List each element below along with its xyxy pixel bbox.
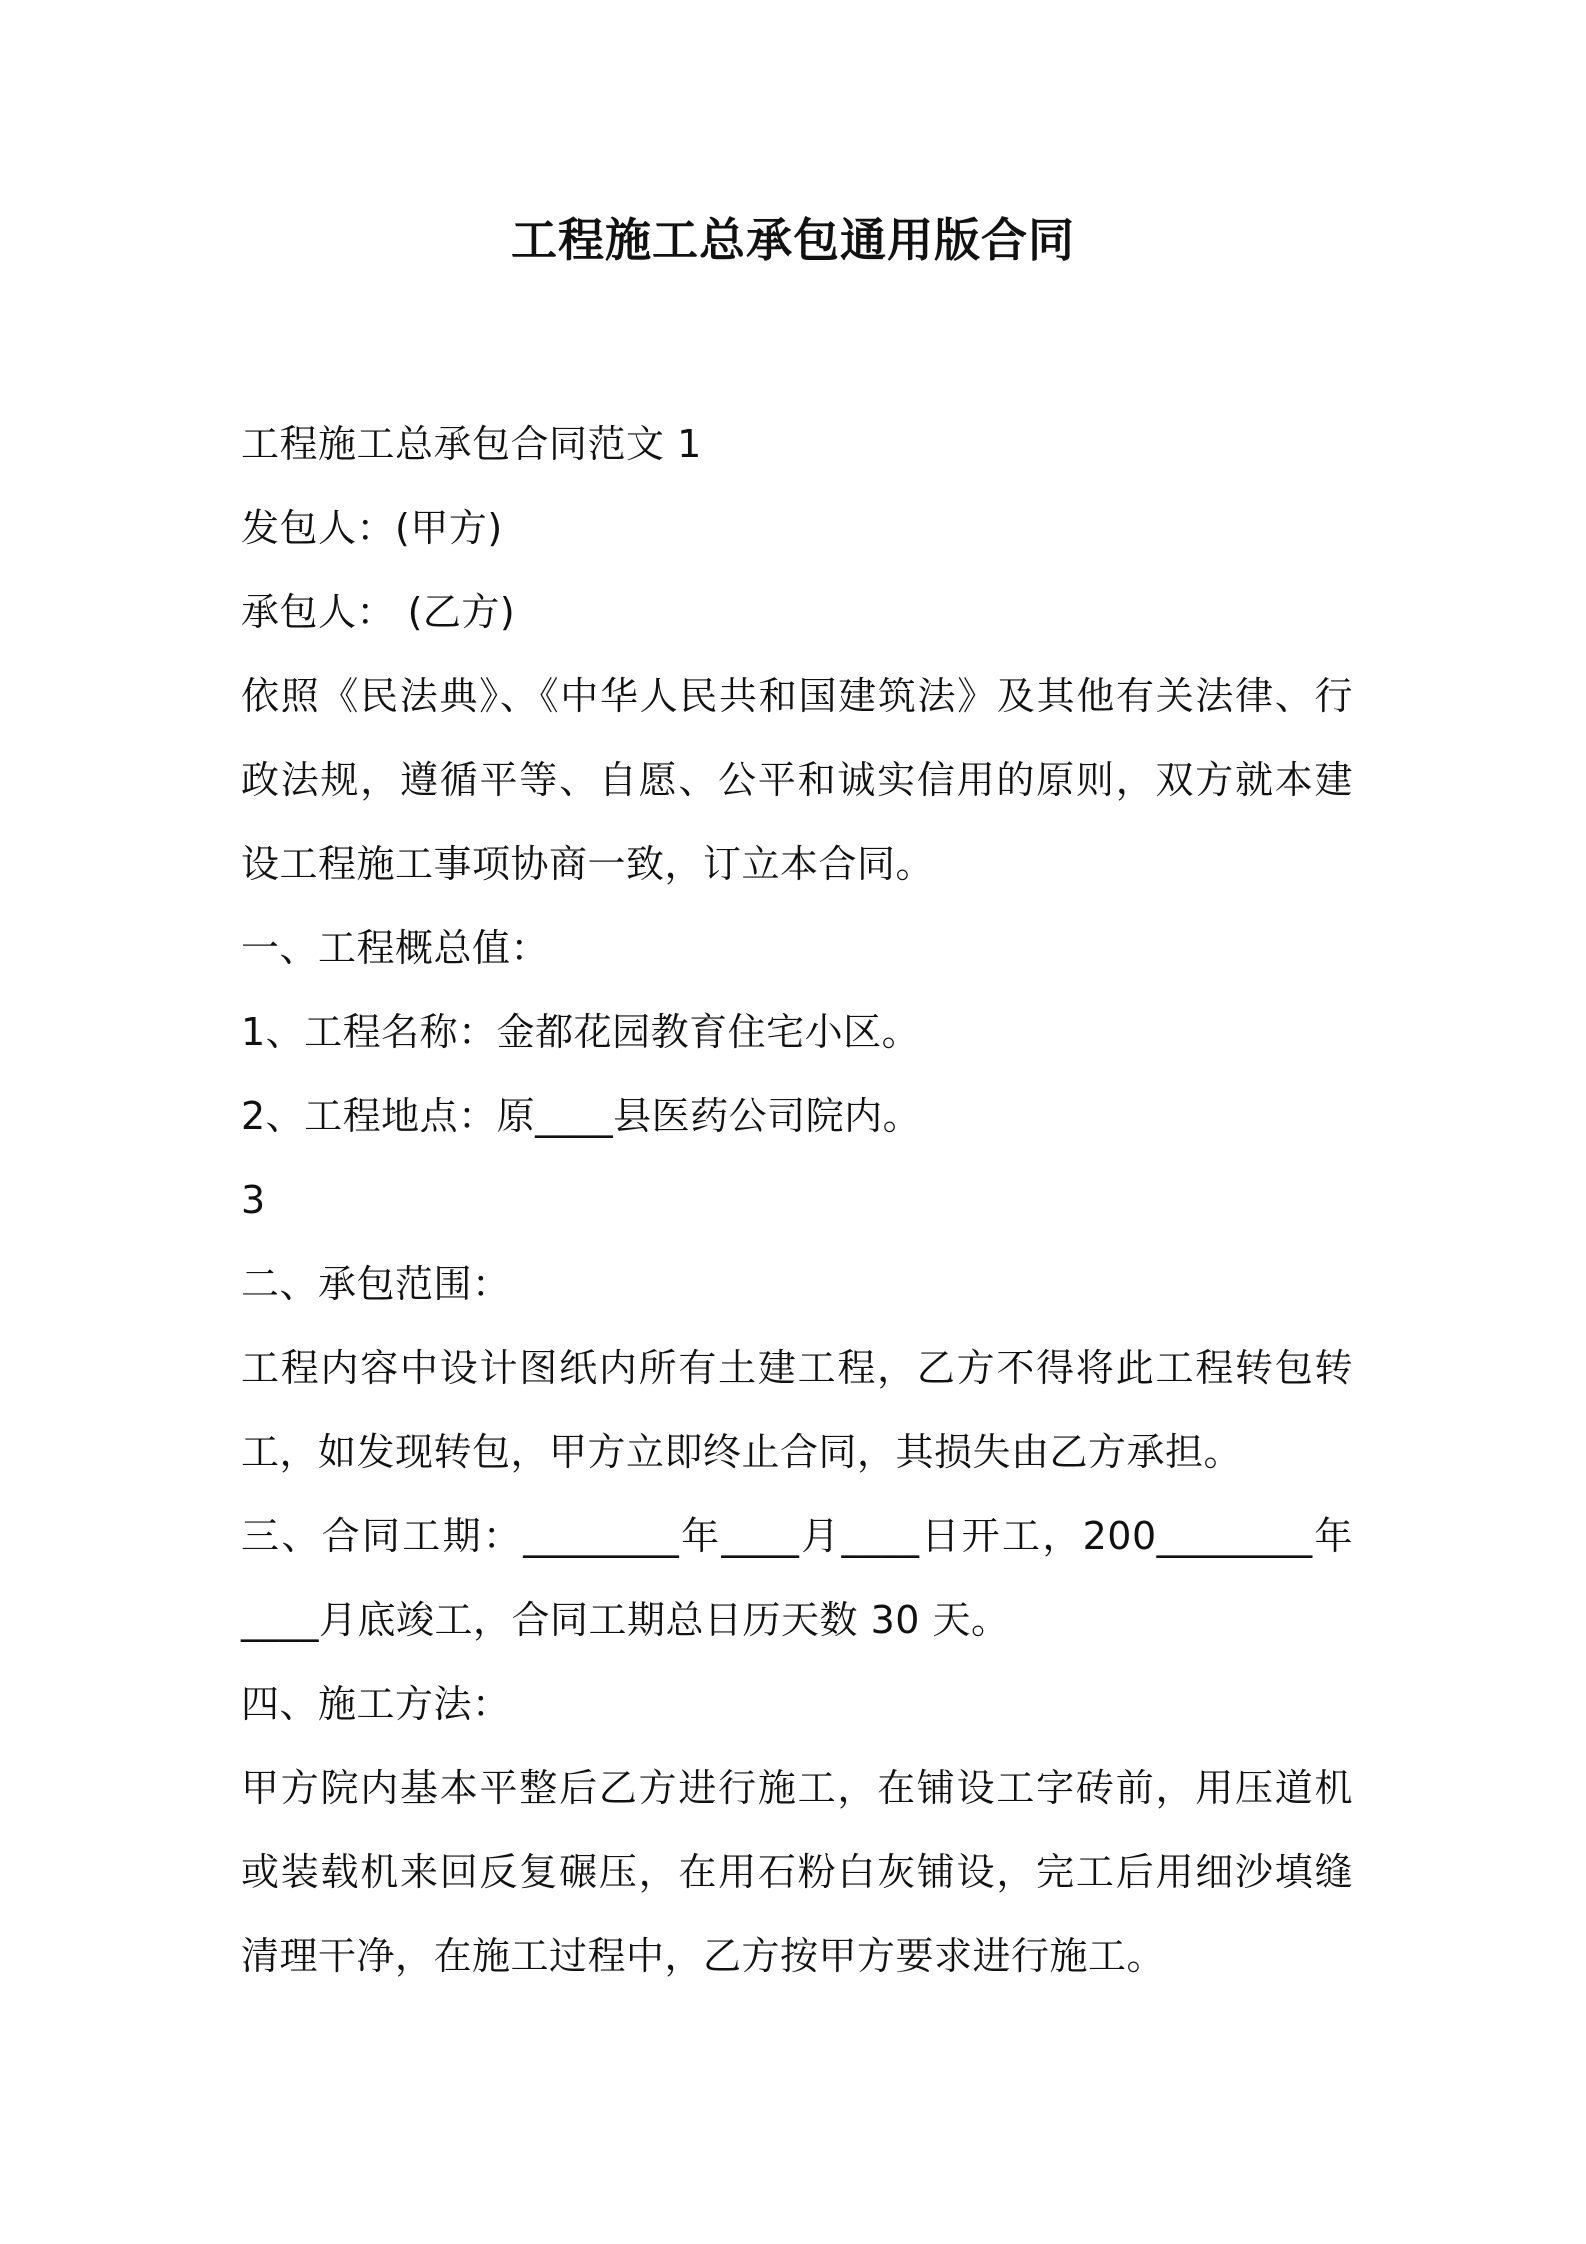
document-body [241,402,1353,1998]
method-paragraph: 甲方院内基本平整后乙方进行施工，在铺设工字砖前，用压道机或装载机来回反复碾压，在用石粉白灰铺设，完工后用细沙填缝清理干净，在施工过程中，乙方按甲方要求进行施工。 [241,1766,1353,1978]
schedule-paragraph: 三、合同工期：________年____月____日开工，200________年____月底竣工，合同工期总日历天数 30 天。 [241,1514,1353,1642]
scope-paragraph: 工程内容中设计图纸内所有土建工程，乙方不得将此工程转包转工，如发现转包，甲方立即终止合同，其损失由乙方承担。 [241,1346,1353,1474]
section-heading-overview: 一、工程概总值： [241,926,550,970]
project-name-line: 1、工程名称：金都花园教育住宅小区。 [241,1010,921,1054]
section-heading-method: 四、施工方法： [241,1682,511,1726]
project-location-line: 2、工程地点：原____县医药公司院内。 [241,1094,922,1138]
party-a-line: 发包人：(甲方) [241,506,503,550]
document-title: 工程施工总承包通用版合同 [511,213,1075,267]
party-b-line: 承包人： (乙方) [241,590,516,634]
item-three-line: 3 [241,1178,266,1222]
preamble-paragraph: 依照《民法典》、《中华人民共和国建筑法》及其他有关法律、行政法规，遵循平等、自愿、公平和诚实信用的原则，双方就本建设工程施工事项协商一致，订立本合同。 [241,674,1353,886]
section-heading-scope: 二、承包范围： [241,1262,511,1306]
section-heading-sample: 工程施工总承包合同范文 1 [241,422,702,466]
